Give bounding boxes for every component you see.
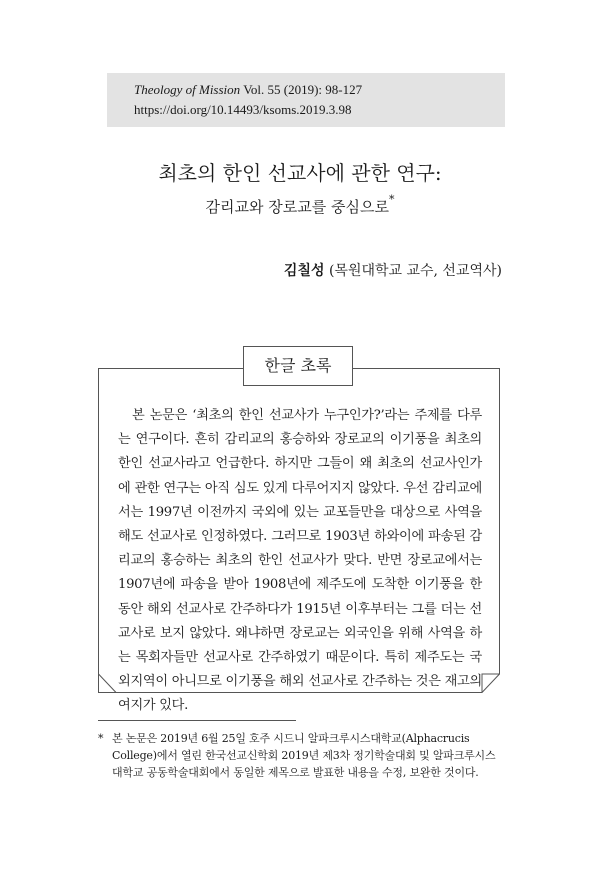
- footnote-divider: [98, 720, 296, 721]
- volume-info: Vol. 55 (2019): 98-127: [243, 82, 363, 97]
- journal-header-box: [107, 73, 505, 127]
- paper-subtitle: [0, 193, 600, 217]
- footnote-text: 본 논문은 2019년 6월 25일 호주 시드니 알파크루시스대학교(Alphacrucis College)에서 열린 한국선교신학회 2019년 제3차 정기학술대회 및 알파크루시스대학교 공동학술대회에서 동일한 제목으로 발표한 내용을 수정, 보완한 것이다.: [112, 732, 496, 779]
- paper-subtitle-text: 감리교와 장로교를 중심으로: [205, 198, 389, 216]
- abstract-heading: 한글 초록: [243, 346, 353, 386]
- journal-citation: [134, 81, 362, 98]
- footnote-reference-mark[interactable]: *: [388, 193, 395, 206]
- author-name: 김칠성: [283, 263, 325, 279]
- author-line: [284, 261, 502, 281]
- paper-title: 최초의 한인 선교사에 관한 연구:: [158, 161, 442, 185]
- journal-name: Theology of Mission: [134, 82, 241, 97]
- footnote: [98, 730, 502, 781]
- doi-link[interactable]: https://doi.org/10.14493/ksoms.2019.3.98: [134, 102, 352, 117]
- abstract-body: 본 논문은 ‘최초의 한인 선교사가 누구인가?’라는 주제를 다루는 연구이다. 흔히 감리교의 홍승하와 장로교의 이기풍을 최초의 한인 선교사라고 언급한다. 하지만 그들이 왜 최초의 선교사인가에 관한 연구는 아직 심도 있게 다루어지지 않았다. 우선 감리교에서는 1997년 이전까지 국외에 있는 교포들만을 대상으로 사역을 해도 선교사로 인정하였다. 그러므로 1903년 하와이에 파송된 감리교의 홍승하는 최초의 한인 선교사가 맞다. 반면 장로교에서는 1907년에 파송을 받아 1908년에 제주도에 도착한 이기풍을 한동안 해외 선교사로 간주하다가 1915년 이후부터는 그를 더는 선교사로 보지 않았다. 왜냐하면 장로교는 외국인을 위해 사역을 하는 목회자들만 선교사로 간주하였기 때문이다. 특히 제주도는 국외지역이 아니므로 이기풍을 해외 선교사로 간주하는 것은 재고의 여지가 있다.: [118, 408, 482, 714]
- footnote-mark: *: [98, 732, 104, 745]
- author-affiliation: (목원대학교 교수, 선교역사): [328, 263, 502, 279]
